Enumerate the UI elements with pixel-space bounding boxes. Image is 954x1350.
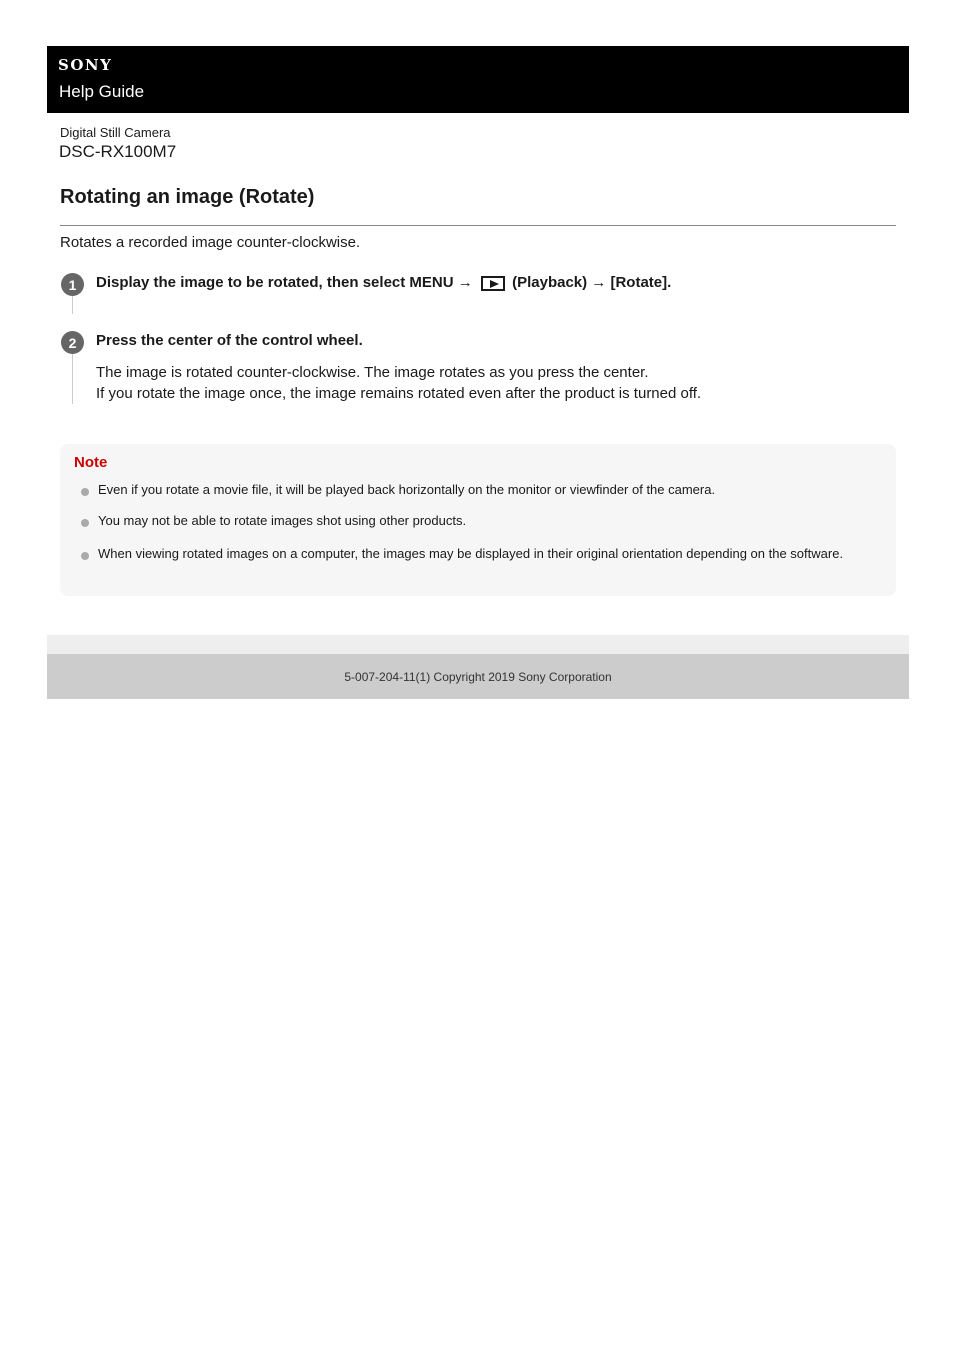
note-item-3: When viewing rotated images on a computer, the images may be displayed in their original orientation depending on the software. (98, 546, 844, 561)
step-2-body (96, 362, 701, 404)
title-divider (60, 225, 896, 226)
product-model: DSC-RX100M7 (59, 142, 177, 161)
note-item-1: Even if you rotate a movie file, it will be played back horizontally on the monitor or viewfinder of the camera. (98, 482, 716, 497)
note-title: Note (74, 454, 108, 471)
help-guide-label: Help Guide (59, 82, 145, 101)
page-header (47, 46, 909, 113)
step-2-title: Press the center of the control wheel. (96, 332, 363, 349)
step-2-body-line-1: The image is rotated counter-clockwise. The image rotates as you press the center. (96, 364, 649, 381)
product-type: Digital Still Camera (60, 125, 171, 140)
note-item-2: You may not be able to rotate images shot using other products. (98, 513, 467, 528)
step-1-title-part-1: Display the image to be rotated, then select MENU → (96, 274, 473, 291)
playback-icon (481, 276, 505, 291)
intro-text: Rotates a recorded image counter-clockwise. (60, 234, 361, 251)
note-box (60, 444, 896, 596)
step-1-title (96, 274, 671, 291)
page-title: Rotating an image (Rotate) (60, 186, 315, 208)
copyright-text: 5-007-204-11(1) Copyright 2019 Sony Corporation (344, 669, 612, 684)
footer (47, 654, 909, 699)
bullet-icon (81, 519, 89, 527)
bullet-icon (81, 552, 89, 560)
step-1-title-part-2: (Playback) → [Rotate]. (512, 274, 672, 291)
step-number-2: 2 (61, 331, 84, 354)
step-2-body-line-2: If you rotate the image once, the image remains rotated even after the product is turned off. (96, 385, 702, 402)
bullet-icon (81, 488, 89, 496)
footer-spacer (47, 635, 909, 654)
step-number-1: 1 (61, 273, 84, 296)
sony-logo: SONY (58, 56, 113, 74)
